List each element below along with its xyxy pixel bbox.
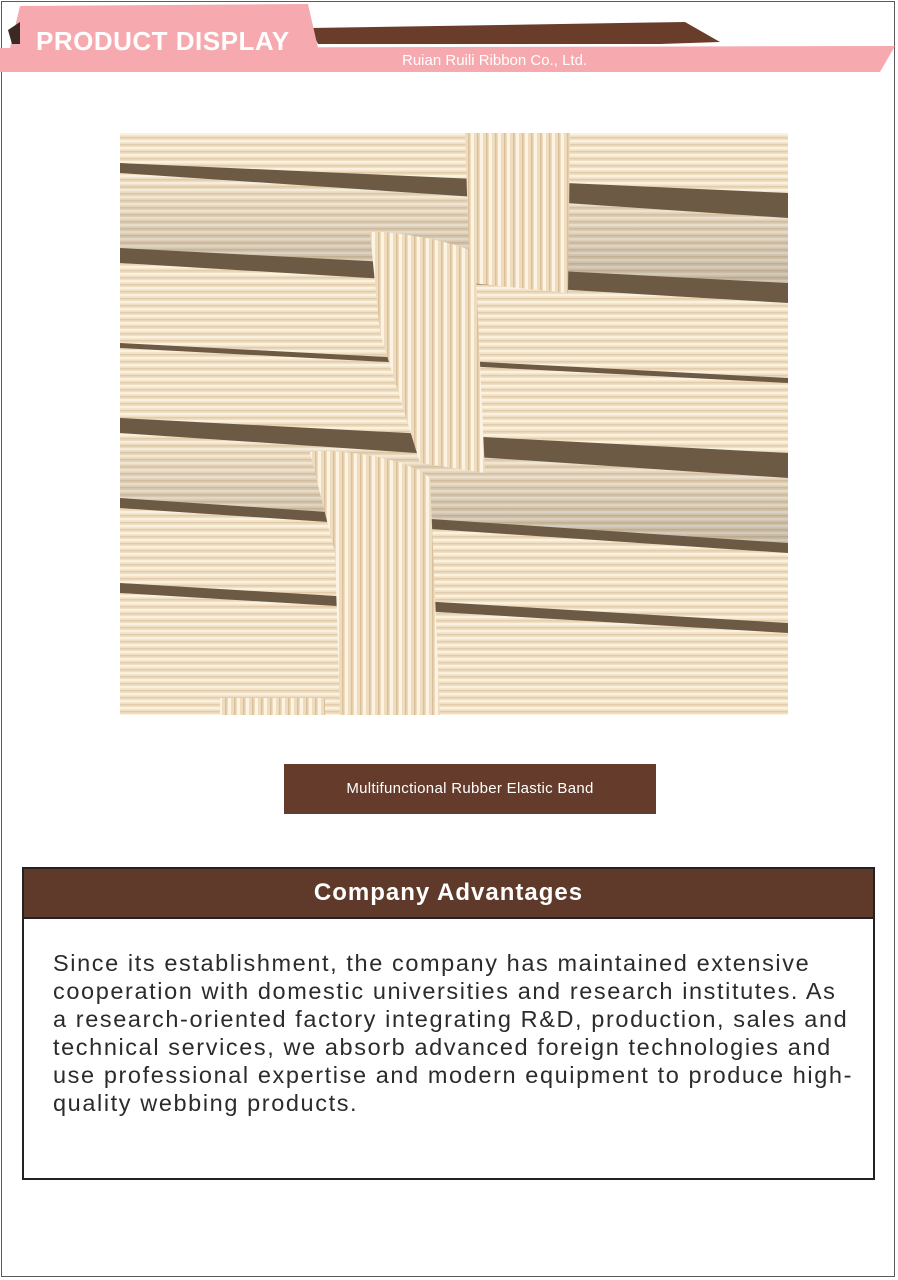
header-banner <box>0 0 898 80</box>
company-advantages-panel <box>22 867 875 1180</box>
company-name: Ruian Ruili Ribbon Co., Ltd. <box>402 52 588 69</box>
product-caption: Multifunctional Rubber Elastic Band <box>284 764 656 814</box>
elastic-band-photo <box>120 133 788 715</box>
advantages-body: Since its establishment, the company has maintained extensive cooperation with domestic universities and research institutes. As a research-oriented factory integrating R&D, production, sales and technical services, we absorb advanced foreign technologies and use professional expertise and modern equipment to produce high-quality webbing products. <box>53 950 853 1116</box>
advantages-heading: Company Advantages <box>24 869 873 919</box>
product-image <box>120 133 788 715</box>
page-title: PRODUCT DISPLAY <box>36 26 290 56</box>
